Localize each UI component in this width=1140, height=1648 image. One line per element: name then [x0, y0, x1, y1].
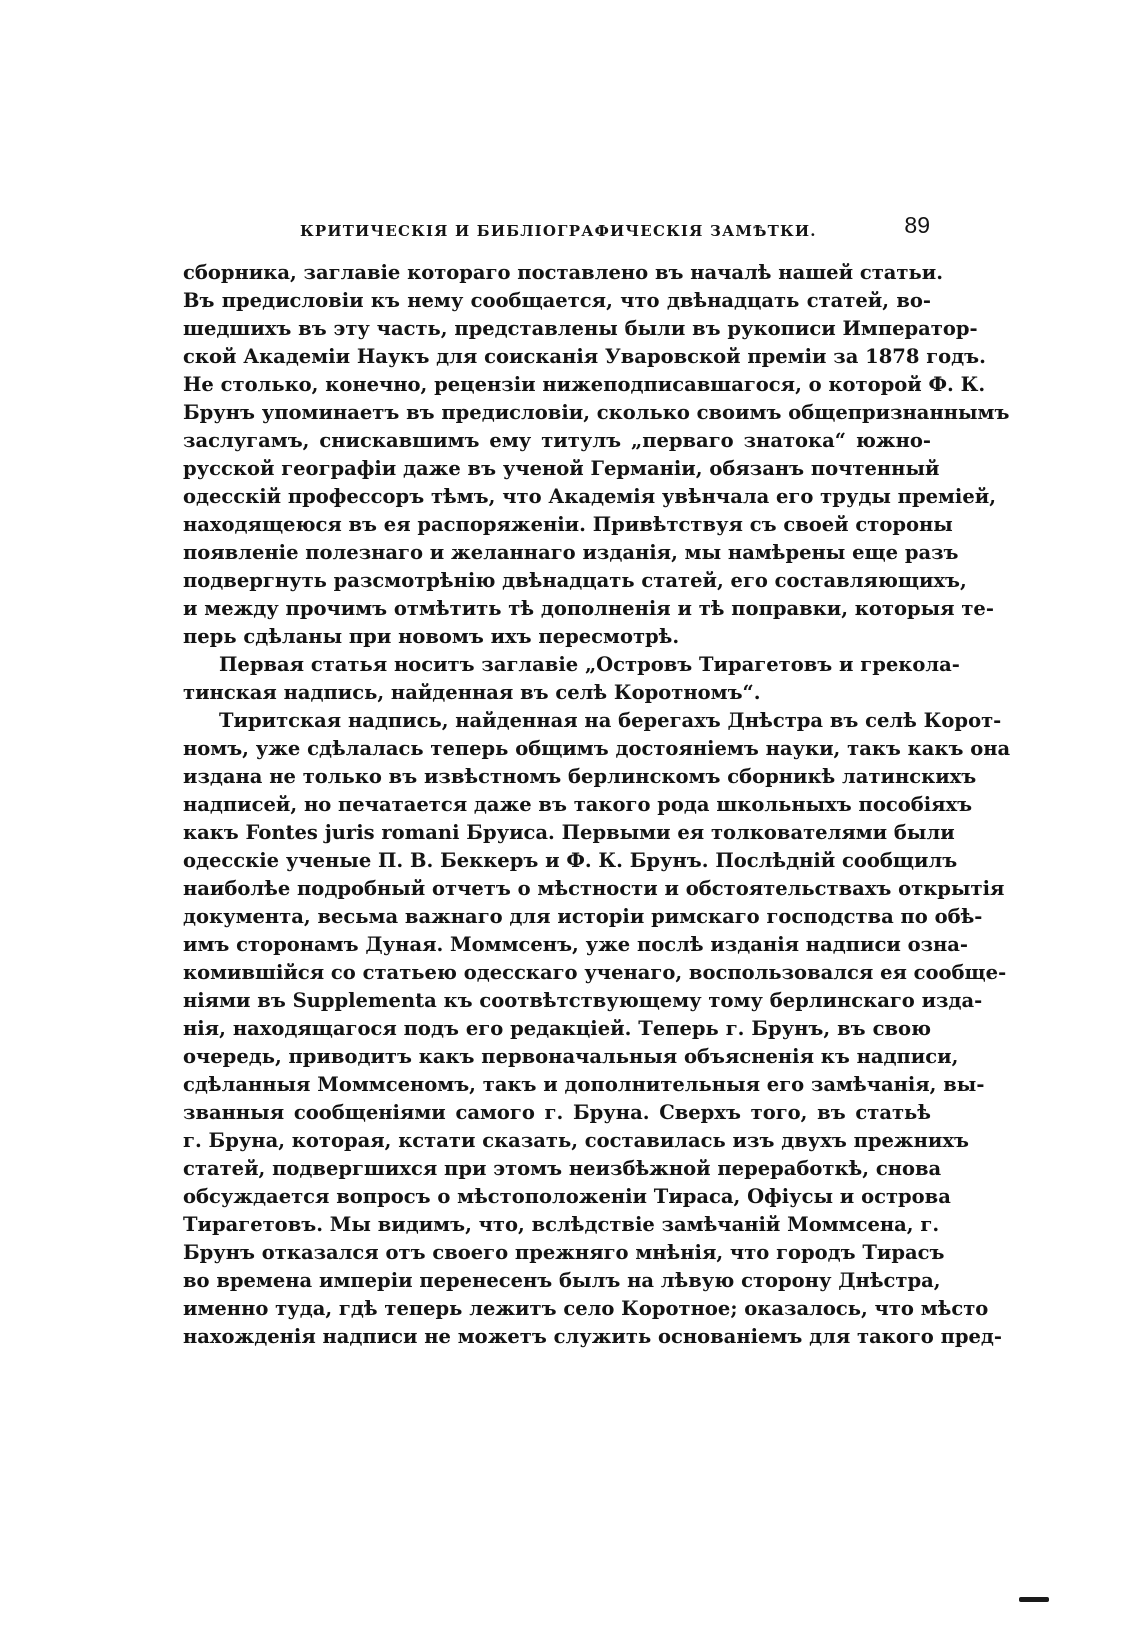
- text-line: Первая статья носитъ заглавіе „Островъ Тирагетовъ и греколa-: [219, 653, 960, 676]
- text-line: ніями въ Supplementa къ соотвѣтствующему тому берлинскаго изда-: [183, 989, 983, 1012]
- text-line: званныя сообщеніями самого г. Бруна. Сверхъ того, въ статьѣ: [183, 1101, 931, 1124]
- paragraph: [183, 651, 960, 707]
- text-line: именно туда, гдѣ теперь лежитъ село Коротное; оказалось, что мѣсто: [183, 1297, 989, 1320]
- body-text: [183, 259, 1011, 1351]
- page-header: [180, 212, 930, 248]
- text-line: нахожденія надписи не можетъ служить основаніемъ для такого пред-: [183, 1325, 1002, 1348]
- text-line: Не столько, конечно, рецензіи нижеподписавшагося, о которой Ф. К.: [183, 373, 986, 396]
- text-line: шедшихъ въ эту часть, представлены были въ рукописи Император-: [183, 317, 978, 340]
- text-line: наиболѣе подробный отчетъ о мѣстности и обстоятельствахъ открытія: [183, 877, 1005, 900]
- text-line: номъ, уже сдѣлалась теперь общимъ достояніемъ науки, такъ какъ она: [183, 737, 1011, 760]
- text-line: нія, находящагося подъ его редакціей. Теперь г. Брунъ, въ свою: [183, 1017, 931, 1040]
- text-line: сборника, заглавіе котораго поставлено въ началѣ нашей статьи.: [183, 261, 943, 284]
- text-line: сдѣланныя Моммсеномъ, такъ и дополнительныя его замѣчанія, вы-: [183, 1073, 985, 1096]
- text-line: во времена имперіи перенесенъ былъ на лѣвую сторону Днѣстра,: [183, 1269, 941, 1292]
- text-line: Брунъ отказался отъ своего прежняго мнѣнія, что городъ Тирасъ: [183, 1241, 945, 1264]
- running-title: КРИТИЧЕСКІЯ И БИБЛІОГРАФИЧЕСКІЯ ЗАМѢТКИ.: [300, 222, 817, 240]
- text-line: появленіе полезнаго и желаннаго изданія, мы намѣрены еще разъ: [183, 541, 959, 564]
- paragraph: [183, 259, 1010, 651]
- text-line: перь сдѣланы при новомъ ихъ пересмотрѣ.: [183, 625, 680, 648]
- text-line: заслугамъ, снискавшимъ ему титулъ „перваго знатока“ южно-: [183, 429, 931, 452]
- paragraph: [183, 707, 1011, 1351]
- text-line: надписей, но печатается даже въ такого рода школьныхъ пособіяхъ: [183, 793, 973, 816]
- text-line: одесскіе ученые П. В. Беккеръ и Ф. К. Брунъ. Послѣдній сообщилъ: [183, 849, 958, 872]
- text-line: какъ Fontes juris romani Бруиса. Первыми ея толкователями были: [183, 821, 955, 844]
- text-line: Въ предисловіи къ нему сообщается, что двѣнадцать статей, во-: [183, 289, 931, 312]
- text-line: Тирагетовъ. Мы видимъ, что, вслѣдствіе замѣчаній Моммсена, г.: [183, 1213, 940, 1236]
- text-line: ской Академіи Наукъ для соисканія Уваровской преміи за 1878 годъ.: [183, 345, 986, 368]
- text-line: очередь, приводитъ какъ первоначальныя объясненія къ надписи,: [183, 1045, 959, 1068]
- margin-dash-mark: [1019, 1597, 1049, 1602]
- text-line: документа, весьма важнаго для исторіи римскаго господства по обѣ-: [183, 905, 983, 928]
- text-line: г. Бруна, которая, кстати сказать, составилась изъ двухъ прежнихъ: [183, 1129, 969, 1152]
- text-line: находящеюся въ ея распоряженіи. Привѣтствуя съ своей стороны: [183, 513, 953, 536]
- text-line: статей, подвергшихся при этомъ неизбѣжной переработкѣ, снова: [183, 1157, 942, 1180]
- text-line: подвергнуть разсмотрѣнію двѣнадцать статей, его составляющихъ,: [183, 569, 967, 592]
- text-line: одесскій профессоръ тѣмъ, что Академія увѣнчала его труды преміей,: [183, 485, 997, 508]
- page-number: 89: [904, 212, 930, 238]
- text-line: русской географіи даже въ ученой Германіи, обязанъ почтенный: [183, 457, 940, 480]
- text-line: Тиритская надпись, найденная на берегахъ Днѣстра въ селѣ Корот-: [219, 709, 1002, 732]
- text-line: имъ сторонамъ Дуная. Моммсенъ, уже послѣ изданія надписи озна-: [183, 933, 969, 956]
- text-line: тинская надпись, найденная въ селѣ Коротномъ“.: [183, 681, 761, 704]
- text-line: и между прочимъ отмѣтить тѣ дополненія и тѣ поправки, которыя те-: [183, 597, 994, 620]
- text-line: Брунъ упоминаетъ въ предисловіи, сколько своимъ общепризнаннымъ: [183, 401, 1010, 424]
- text-line: обсуждается вопросъ о мѣстоположеніи Тираса, Офіусы и острова: [183, 1185, 951, 1208]
- text-line: издана не только въ извѣстномъ берлинскомъ сборникѣ латинскихъ: [183, 765, 977, 788]
- text-line: комившійся со статьею одесскаго ученаго, воспользовался ея сообще-: [183, 961, 1007, 984]
